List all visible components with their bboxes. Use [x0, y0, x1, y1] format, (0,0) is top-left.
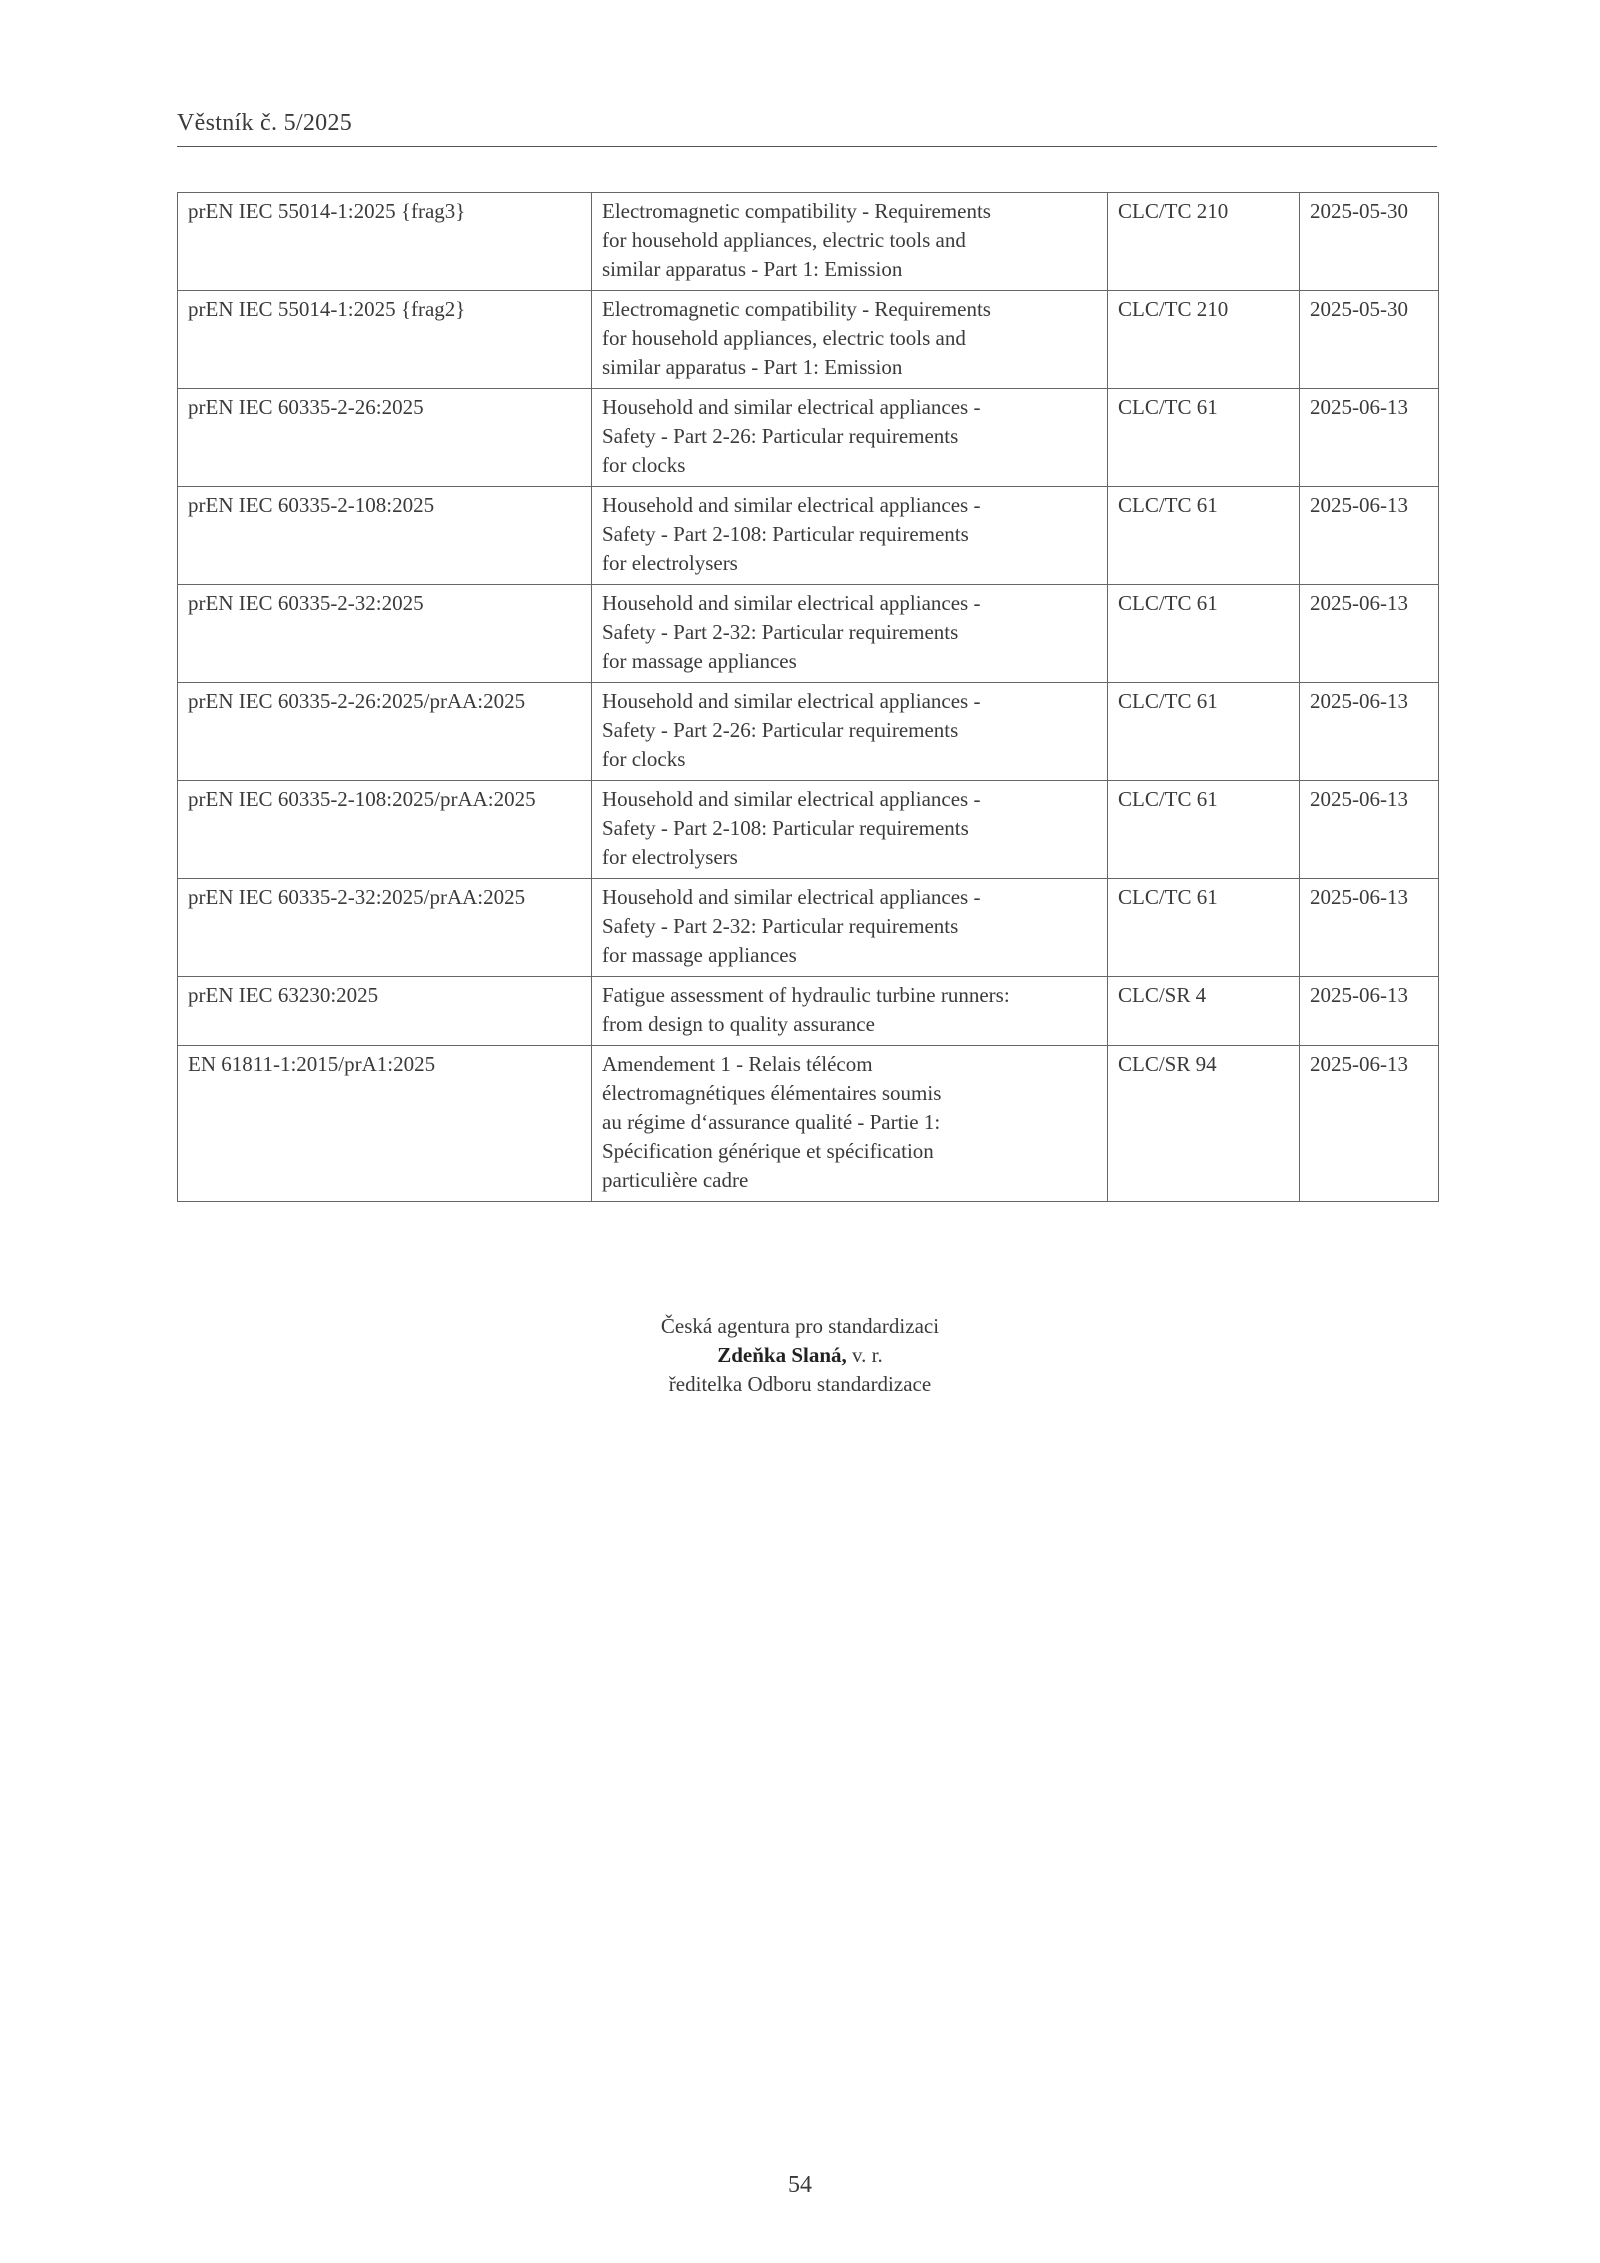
deadline-date: 2025-05-30	[1300, 193, 1439, 291]
table-row	[178, 683, 1439, 781]
technical-committee: CLC/TC 61	[1108, 879, 1300, 977]
table-row	[178, 487, 1439, 585]
table-row	[178, 977, 1439, 1046]
table-row	[178, 879, 1439, 977]
technical-committee: CLC/TC 61	[1108, 683, 1300, 781]
standard-title: Household and similar electrical appliances - Safety - Part 2-108: Particular requirements for electrolysers	[592, 781, 1108, 879]
signature-block	[0, 1312, 1600, 1399]
table-row	[178, 781, 1439, 879]
standard-code: EN 61811-1:2015/prA1:2025	[178, 1046, 592, 1202]
standard-title: Electromagnetic compatibility - Requirements for household appliances, electric tools and similar apparatus - Part 1: Emission	[592, 291, 1108, 389]
signature-position: ředitelka Odboru standardizace	[668, 1372, 932, 1396]
standard-title: Fatigue assessment of hydraulic turbine runners: from design to quality assurance	[592, 977, 1108, 1046]
standard-code: prEN IEC 60335-2-108:2025	[178, 487, 592, 585]
deadline-date: 2025-06-13	[1300, 487, 1439, 585]
header-rule	[177, 146, 1437, 147]
table-row	[178, 193, 1439, 291]
technical-committee: CLC/SR 94	[1108, 1046, 1300, 1202]
technical-committee: CLC/TC 61	[1108, 585, 1300, 683]
signature-name-line	[0, 1341, 1600, 1370]
standard-title: Electromagnetic compatibility - Requirements for household appliances, electric tools and similar apparatus - Part 1: Emission	[592, 193, 1108, 291]
deadline-date: 2025-06-13	[1300, 389, 1439, 487]
standard-title: Household and similar electrical appliances - Safety - Part 2-32: Particular requirements for massage appliances	[592, 585, 1108, 683]
standard-code: prEN IEC 63230:2025	[178, 977, 592, 1046]
deadline-date: 2025-06-13	[1300, 879, 1439, 977]
standard-title: Household and similar electrical appliances - Safety - Part 2-108: Particular requirements for electrolysers	[592, 487, 1108, 585]
standard-title: Amendement 1 - Relais télécom électromagnétiques élémentaires soumis au régime d‘assurance qualité - Partie 1: Spécification générique et spécification particulière cadre	[592, 1046, 1108, 1202]
deadline-date: 2025-05-30	[1300, 291, 1439, 389]
technical-committee: CLC/TC 210	[1108, 193, 1300, 291]
standard-title: Household and similar electrical appliances - Safety - Part 2-32: Particular requirements for massage appliances	[592, 879, 1108, 977]
standard-title: Household and similar electrical appliances - Safety - Part 2-26: Particular requirements for clocks	[592, 389, 1108, 487]
standard-code: prEN IEC 60335-2-108:2025/prAA:2025	[178, 781, 592, 879]
standard-code: prEN IEC 60335-2-32:2025/prAA:2025	[178, 879, 592, 977]
table-row	[178, 585, 1439, 683]
standard-code: prEN IEC 60335-2-26:2025	[178, 389, 592, 487]
signature-organization: Česká agentura pro standardizaci	[660, 1314, 940, 1338]
technical-committee: CLC/TC 61	[1108, 487, 1300, 585]
deadline-date: 2025-06-13	[1300, 781, 1439, 879]
standard-code: prEN IEC 55014-1:2025 {frag2}	[178, 291, 592, 389]
table-row	[178, 389, 1439, 487]
deadline-date: 2025-06-13	[1300, 585, 1439, 683]
standard-code: prEN IEC 55014-1:2025 {frag3}	[178, 193, 592, 291]
table-row	[178, 1046, 1439, 1202]
page-number: 54	[788, 2172, 812, 2198]
standard-title: Household and similar electrical appliances - Safety - Part 2-26: Particular requirements for clocks	[592, 683, 1108, 781]
page-header-title: Věstník č. 5/2025	[177, 110, 353, 136]
signatory-suffix: v. r.	[846, 1343, 883, 1367]
table-row	[178, 291, 1439, 389]
technical-committee: CLC/TC 61	[1108, 389, 1300, 487]
signatory-name: Zdeňka Slaná,	[717, 1343, 847, 1367]
technical-committee: CLC/SR 4	[1108, 977, 1300, 1046]
standard-code: prEN IEC 60335-2-26:2025/prAA:2025	[178, 683, 592, 781]
deadline-date: 2025-06-13	[1300, 1046, 1439, 1202]
technical-committee: CLC/TC 61	[1108, 781, 1300, 879]
standards-table	[177, 192, 1439, 1202]
deadline-date: 2025-06-13	[1300, 977, 1439, 1046]
standard-code: prEN IEC 60335-2-32:2025	[178, 585, 592, 683]
technical-committee: CLC/TC 210	[1108, 291, 1300, 389]
deadline-date: 2025-06-13	[1300, 683, 1439, 781]
